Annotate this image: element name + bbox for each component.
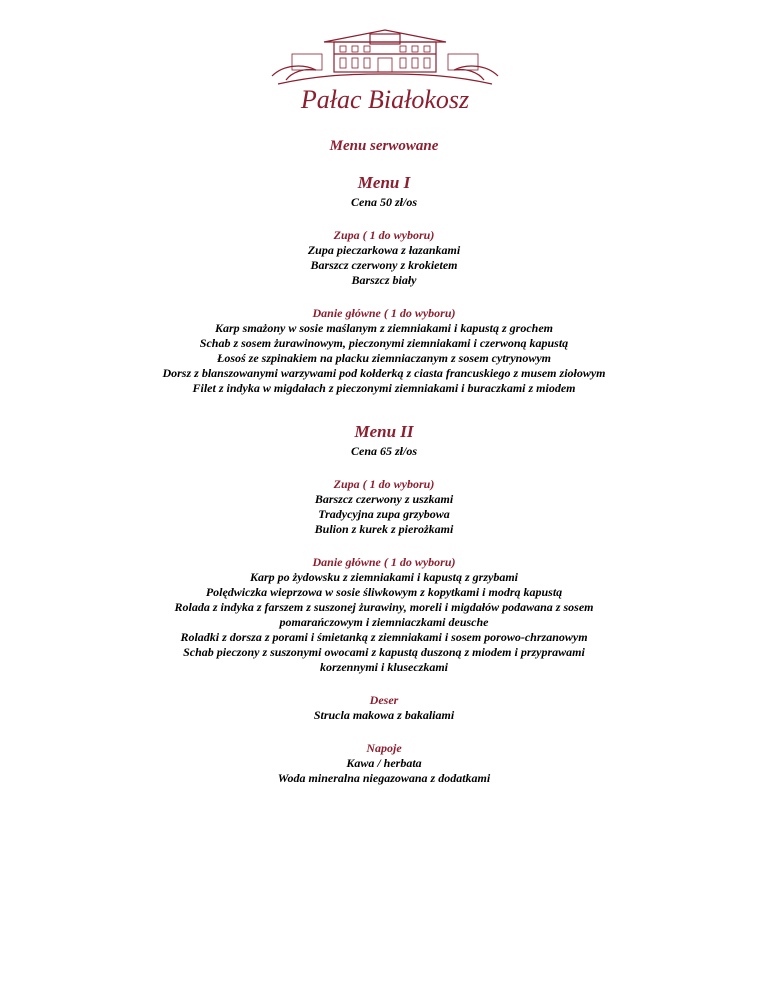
menu-1-main-label: Danie główne ( 1 do wyboru) — [312, 306, 456, 320]
page-title: Menu serwowane — [329, 138, 439, 154]
menu-2-title: Menu II — [354, 422, 414, 441]
list-item: Zupa pieczarkowa z łazankami — [307, 243, 461, 257]
menu-1-soup-label: Zupa ( 1 do wyboru) — [333, 228, 435, 242]
list-item: Roladki z dorsza z porami i śmietanką z ziemniakami i sosem porowo-chrzanowym — [180, 630, 588, 644]
list-item: Woda mineralna niegazowana z dodatkami — [277, 771, 491, 785]
list-item: Polędwiczka wieprzowa w sosie śliwkowym z kopytkami i modrą kapustą — [205, 585, 563, 599]
menu-1-title: Menu I — [357, 173, 411, 192]
list-item: Schab z sosem żurawinowym, pieczonymi ziemniakami i czerwoną kapustą — [199, 336, 569, 350]
list-item: Kawa / herbata — [346, 756, 422, 770]
list-item: Karp smażony w sosie maślanym z ziemniakami i kapustą z grochem — [214, 321, 554, 335]
list-item: Dorsz z blanszowanymi warzywami pod kołderką z ciasta francuskiego z musem ziołowym — [162, 366, 606, 380]
list-item: Rolada z indyka z farszem z suszonej żurawiny, moreli i migdałów podawana z sosem — [174, 600, 594, 614]
list-item: Bulion z kurek z pierożkami — [314, 522, 454, 536]
logo — [264, 24, 506, 116]
list-item: Barszcz czerwony z uszkami — [314, 492, 454, 506]
list-item: pomarańczowym i ziemniaczkami deusche — [279, 615, 489, 629]
menu-2-main-label: Danie główne ( 1 do wyboru) — [312, 555, 456, 569]
logo-text: Pałac Białokosz — [300, 85, 470, 114]
list-item: korzennymi i kluseczkami — [319, 660, 448, 674]
menu-1-price: Cena 50 zł/os — [350, 195, 417, 209]
menu-2-dessert-label: Deser — [369, 693, 399, 707]
menu-2-soup-label: Zupa ( 1 do wyboru) — [333, 477, 435, 491]
list-item: Filet z indyka w migdałach z pieczonymi ziemniakami i buraczkami z miodem — [192, 381, 576, 395]
list-item: Karp po żydowsku z ziemniakami i kapustą z grzybami — [249, 570, 519, 584]
menu-document — [0, 137, 768, 786]
list-item: Barszcz czerwony z krokietem — [310, 258, 458, 272]
list-item: Łosoś ze szpinakiem na placku ziemniaczanym z sosem cytrynowym — [216, 351, 551, 365]
list-item: Barszcz biały — [351, 273, 417, 287]
menu-2-drinks-label: Napoje — [366, 741, 402, 755]
list-item: Strucla makowa z bakaliami — [313, 708, 455, 722]
palace-icon — [264, 24, 506, 116]
menu-2-price: Cena 65 zł/os — [350, 444, 417, 458]
list-item: Tradycyjna zupa grzybowa — [318, 507, 450, 521]
list-item: Schab pieczony z suszonymi owocami z kapustą duszoną z miodem i przyprawami — [183, 645, 585, 659]
